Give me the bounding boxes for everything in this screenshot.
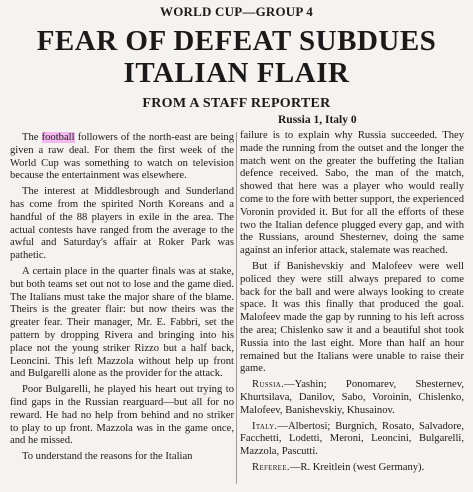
italy-label: Italy. — [252, 420, 278, 432]
italy-players: —Albertosi; Burgnich, Rosato, Salvadore, Facchetti, Lodetti, Meroni, Leoncini, Bulgarelli, Mazzola, Pascutti. — [240, 420, 464, 458]
match-score: Russia 1, Italy 0 — [278, 114, 357, 126]
paragraph-5: To understand the reasons for the Italian — [22, 451, 193, 463]
paragraph-2: The interest at Middlesbrough and Sunderland has come from the spirited North Koreans and a handful of the 88 players in exile in the area. The actual contests have ranged from the average to the awful and Saturday's affair at Roker Park was pathetic. — [10, 186, 234, 262]
paragraph-4: Poor Bulgarelli, he played his heart out trying to find gaps in the Russian rearguard—but all for no reward. He had no help from behind and no striker to play to up front. Mazzola was in the game once, and he missed. — [10, 384, 234, 447]
referee-line — [240, 462, 464, 475]
russia-label: Russia. — [252, 379, 285, 391]
section-kicker: WORLD CUP—GROUP 4 — [160, 4, 313, 19]
highlighted-word: football — [41, 132, 75, 143]
paragraph-6: failure is to explain why Russia succeeded. They made the running from the outset and the longer the match went on the greater the buffeting the Italian defence received. Sabo, the man of the match, showed that here was a player who would really come to the fore with better support, the experienced Voronin provided it. But for all the efforts of these two the Italian defence plugged every gap, and with the Russians, around Shesternev, doing the same against an inferior attack, stalemate was reached. — [240, 130, 464, 257]
italy-lineup — [240, 421, 464, 459]
referee-name: —R. Kreitlein (west Germany). — [289, 461, 425, 473]
byline: FROM A STAFF REPORTER — [142, 96, 331, 111]
headline-line-2: ITALIAN FLAIR — [123, 57, 350, 89]
paragraph-1 — [10, 132, 234, 183]
paragraph-1-lead: The — [22, 132, 42, 143]
paragraph-7: But if Banishevskiy and Malofeev were well policed they were still always prepared to come back for the ball and were always looking to create space. It was this finally that produced the goal. Malofeev made the gap by running to his left across the area; Chislenko saw it and a beautiful shot took Russia into the last eight. More than half an hour remained but the Italians were unable to raise their game. — [240, 260, 464, 375]
column-divider — [236, 132, 237, 484]
russia-lineup — [240, 379, 464, 417]
russia-players: —Yashin; Ponomarev, Shesternev, Khurtsilava, Danilov, Sabo, Voroinin, Chislenko, Malofeev, Banishevskiy, Khusainov. — [240, 379, 464, 416]
paragraph-1-rest: followers of the north-east are being given a raw deal. For them the first week of the World Cup was something to watch on television because the entertainment was elsewhere. — [10, 132, 234, 182]
referee-label: Referee. — [252, 461, 290, 473]
paragraph-3: A certain place in the quarter finals was at stake, but both teams set out not to lose and the game died. The Italians must take the major share of the blame. Theirs is the greater flair: but now theirs was the greater fear. Their manager, Mr. E. Fabbri, set the pattern by dropping Rivera and bringing into his place not the young striker Rizzo but a half back, Leoncini. This left Mazzola without help up front and Bulgarelli alone as the provider for the attack. — [10, 265, 234, 380]
article-right-column — [240, 130, 464, 478]
headline-line-1: FEAR OF DEFEAT SUBDUES — [36, 25, 437, 57]
article-left-column — [10, 132, 234, 467]
